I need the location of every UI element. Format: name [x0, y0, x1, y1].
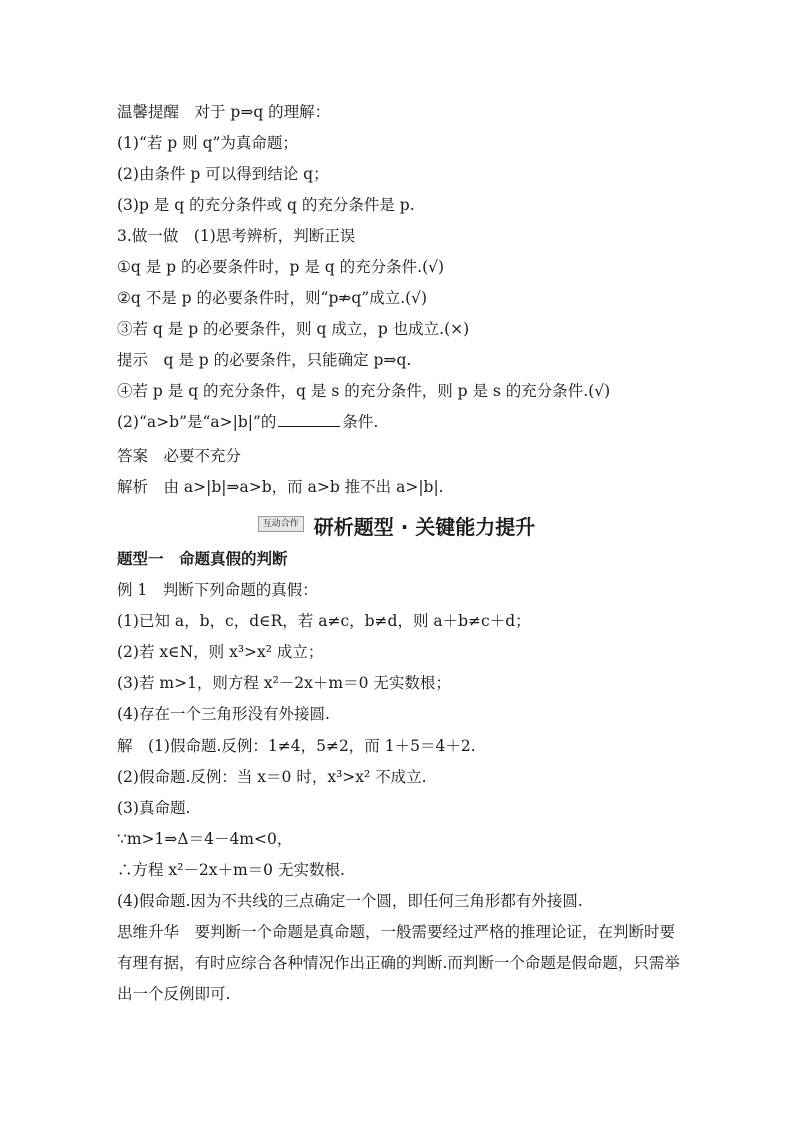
solution-3-step-1: ∵m>1⇒Δ＝4－4m<0，: [117, 830, 293, 848]
example-item-1: (1)已知 a，b，c，d∈R，若 a≠c，b≠d，则 a＋b≠c＋d；: [117, 612, 531, 630]
solution-4: (4)假命题.因为不共线的三点确定一个圆，即任何三角形都有外接圆.: [117, 892, 583, 910]
summary-paragraph: 思维升华 要判断一个命题是真命题，一般需要经过严格的推理论证，在判断时要有理有据，有时应综合各种情况作出正确的判断.而判断一个命题是假命题，只需举出一个反例即可.: [117, 923, 680, 1003]
type-heading: 题型一 命题真假的判断: [117, 549, 288, 568]
fill-blank-suffix: 条件.: [342, 413, 379, 431]
example-item-3: (3)若 m>1，则方程 x²－2x＋m＝0 无实数根；: [117, 674, 451, 692]
solution-2: (2)假命题.反例：当 x＝0 时，x³>x² 不成立.: [117, 768, 427, 786]
answer-text: 答案 必要不充分: [117, 447, 242, 465]
solution-3: (3)真命题.: [117, 799, 191, 817]
section-header: [0, 511, 793, 540]
example-item-4: (4)存在一个三角形没有外接圆.: [117, 705, 330, 723]
answer-blank: [278, 412, 340, 427]
judgment-item-1: ①q 是 p 的必要条件时，p 是 q 的充分条件.(√): [117, 258, 445, 276]
fill-blank-prefix: (2)“a>b”是“a>|b|”的: [117, 413, 277, 431]
section-badge: 互动合作: [258, 516, 304, 532]
solution-1: 解 (1)假命题.反例：1≠4，5≠2，而 1＋5＝4＋2.: [117, 737, 476, 755]
analysis-text: 解析 由 a>|b|⇒a>b，而 a>b 推不出 a>|b|.: [117, 478, 444, 496]
solution-3-step-2: ∴方程 x²－2x＋m＝0 无实数根.: [117, 861, 345, 879]
reminder-item-2: (2)由条件 p 可以得到结论 q；: [117, 165, 329, 183]
judgment-item-2: ②q 不是 p 的必要条件时，则“p⇏q”成立.(√): [117, 289, 428, 307]
reminder-heading: 温馨提醒 对于 p⇒q 的理解：: [117, 103, 331, 121]
example-heading: 例 1 判断下列命题的真假：: [117, 581, 318, 599]
fill-blank-question: [117, 412, 378, 432]
exercise-heading: 3.做一做 (1)思考辨析，判断正误: [117, 227, 356, 245]
judgment-item-4: ④若 p 是 q 的充分条件，q 是 s 的充分条件，则 p 是 s 的充分条件.(√): [117, 382, 611, 400]
reminder-item-1: (1)“若 p 则 q”为真命题；: [117, 134, 298, 152]
hint-text: 提示 q 是 p 的必要条件，只能确定 p⇒q.: [117, 351, 412, 369]
example-item-2: (2)若 x∈N，则 x³>x² 成立；: [117, 643, 324, 661]
reminder-item-3: (3)p 是 q 的充分条件或 q 的充分条件是 p.: [117, 196, 415, 214]
judgment-item-3: ③若 q 是 p 的必要条件，则 q 成立，p 也成立.(×): [117, 320, 470, 338]
section-title: 研析题型 · 关键能力提升: [313, 515, 536, 539]
